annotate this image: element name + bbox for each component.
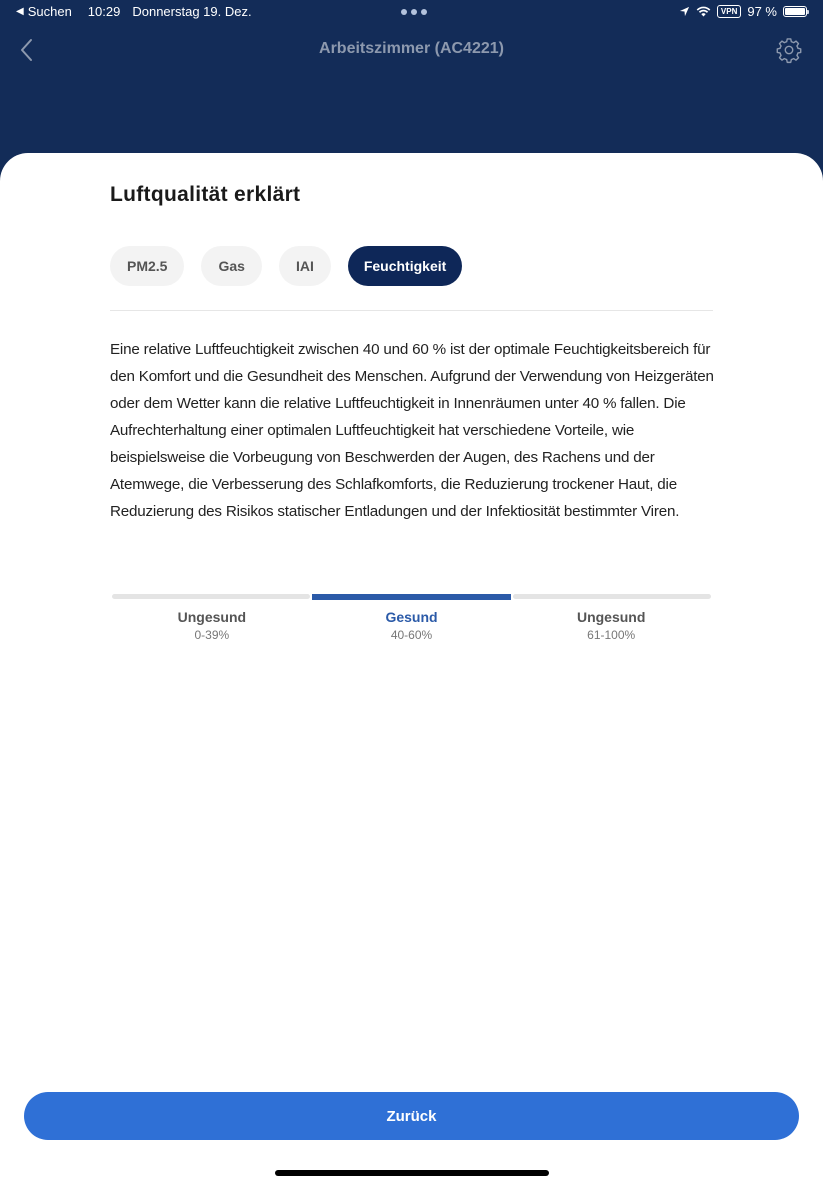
tab-feuchtigkeit[interactable]: Feuchtigkeit — [348, 246, 462, 286]
home-indicator[interactable] — [275, 1170, 549, 1176]
tab-gas[interactable]: Gas — [201, 246, 261, 286]
scale-range: 40-60% — [390, 628, 433, 642]
scale-bar-healthy — [312, 594, 510, 600]
navigation-bar — [0, 28, 823, 72]
status-back-link[interactable] — [16, 4, 72, 19]
scale-label: Ungesund — [177, 609, 247, 625]
scale-segment-healthy — [312, 609, 512, 642]
scale-range: 61-100% — [587, 628, 636, 642]
scale-range: 0-39% — [194, 628, 230, 642]
scale-bar-low — [112, 594, 310, 599]
content-sheet — [0, 153, 823, 1184]
tab-bar — [110, 246, 462, 286]
multitasking-dots-icon[interactable] — [401, 9, 427, 15]
humidity-scale — [112, 594, 711, 642]
status-time: 10:29 — [87, 4, 121, 19]
scale-label: Gesund — [385, 609, 438, 625]
page-title: Arbeitszimmer (AC4221) — [319, 40, 504, 57]
divider — [110, 310, 713, 311]
settings-button[interactable] — [775, 36, 803, 64]
description-text: Eine relative Luftfeuchtigkeit zwischen 40 und 60 % ist der optimale Feuchtigkeitsbereich für den Komfort und die Gesundheit des Menschen. Aufgrund der Verwendung von Heizgeräten oder dem Wetter kann die relative Luftfeuchtigkeit in Innenräumen unter 40 % fallen. Die Aufrechterhaltung einer optimalen Luftfeuchtigkeit hat verschiedene Vorteile, wie beispielsweise die Vorbeugung von Beschwerden der Augen, des Rachens und der Atemwege, die Verbesserung des Schlafkomforts, die Reduzierung trockener Haut, die Reduzierung des Risikos statischer Entladungen und der Infektiosität bestimmter Viren. — [110, 341, 714, 520]
gear-icon — [775, 36, 803, 64]
back-triangle-icon: ◀ — [16, 6, 24, 17]
tab-iai[interactable]: IAI — [279, 246, 331, 286]
scale-segment-high — [511, 609, 711, 642]
zurueck-button[interactable]: Zurück — [24, 1092, 799, 1140]
scale-segment-low — [112, 609, 312, 642]
status-bar — [0, 0, 823, 24]
battery-icon — [783, 6, 807, 17]
status-date: Donnerstag 19. Dez. — [132, 4, 252, 19]
location-arrow-icon — [679, 6, 690, 17]
status-back-label: Suchen — [27, 4, 72, 19]
battery-percent: 97 % — [747, 4, 777, 19]
tab-pm25[interactable]: PM2.5 — [110, 246, 184, 286]
scale-label: Ungesund — [576, 609, 646, 625]
wifi-icon — [696, 6, 711, 17]
vpn-badge: VPN — [717, 5, 741, 18]
scale-bar-high — [513, 594, 711, 599]
section-title: Luftqualität erklärt — [110, 183, 301, 206]
